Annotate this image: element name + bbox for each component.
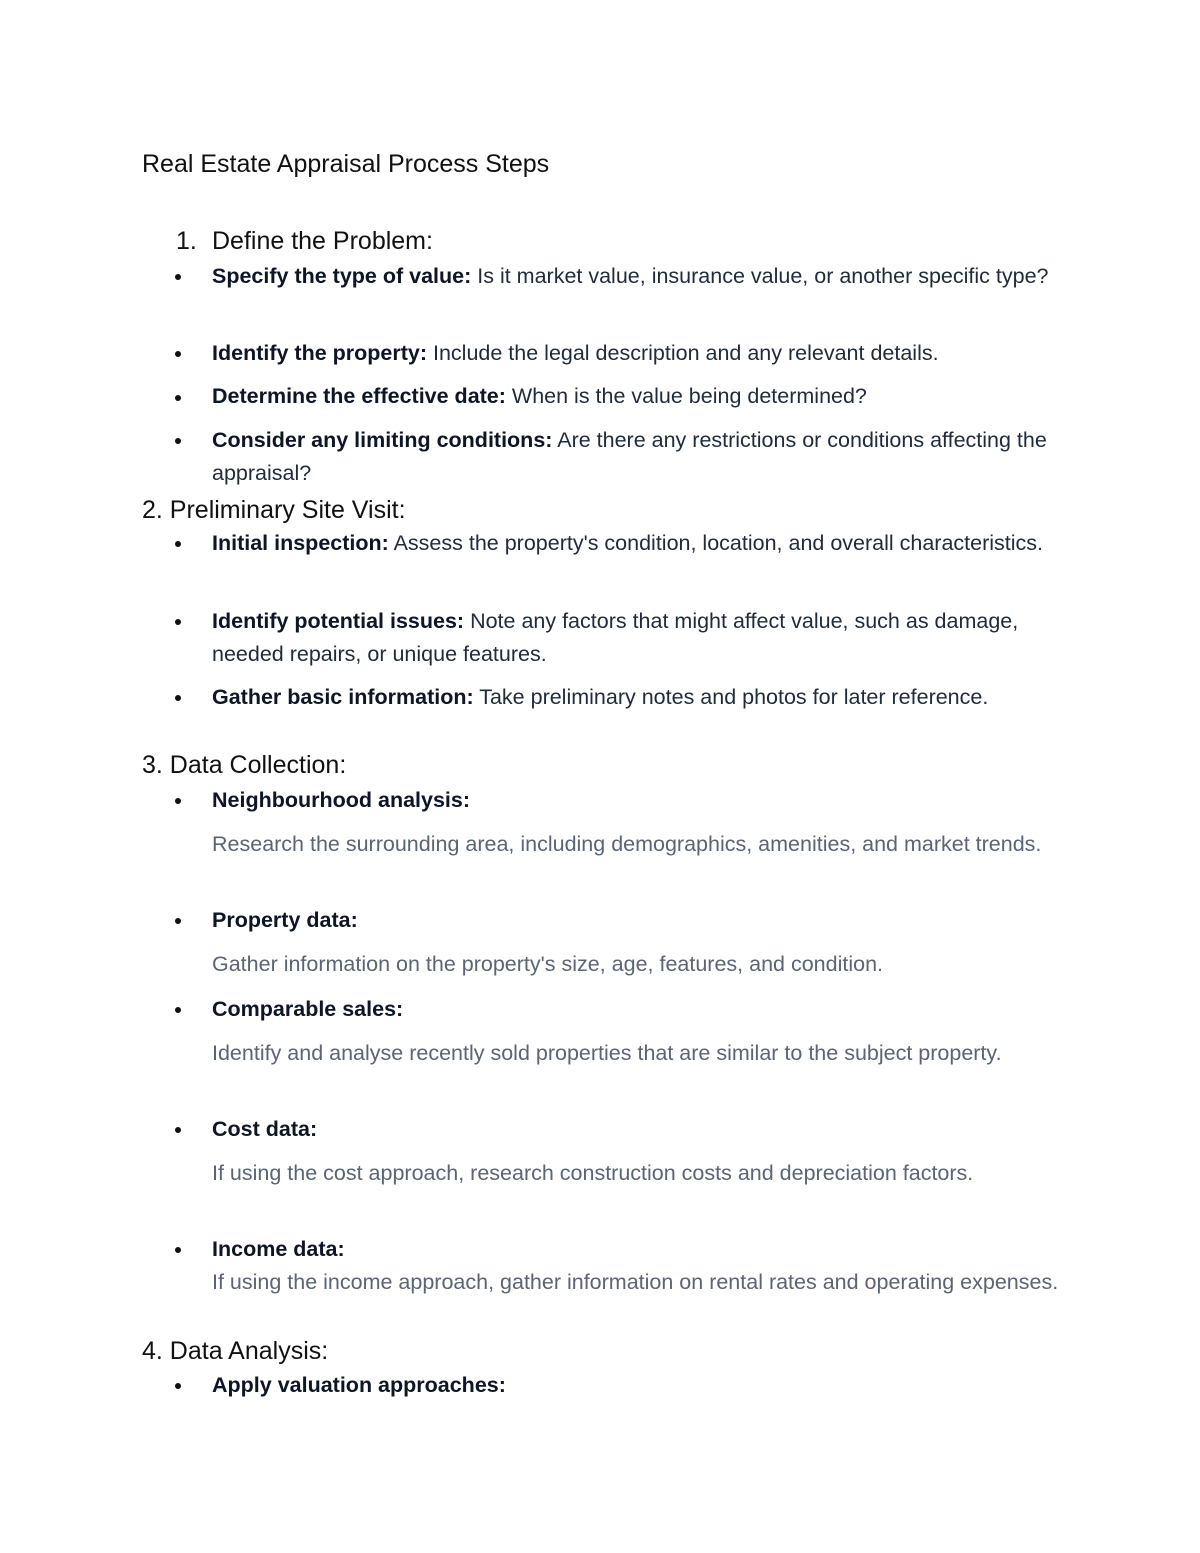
- bullet-dot: [175, 274, 181, 280]
- item-text: Identify and analyse recently sold properties that are similar to the subject property.: [212, 1040, 1002, 1065]
- item-lead: Cost data:: [212, 1117, 318, 1141]
- item-text: If using the cost approach, research construction costs and depreciation factors.: [212, 1160, 974, 1185]
- section-heading-data-analysis: 4. Data Analysis:: [142, 1337, 329, 1365]
- list-item-type-of-value: [212, 260, 1072, 293]
- item-text: When is the value being determined?: [511, 384, 867, 408]
- item-lead: Income data:: [212, 1237, 345, 1261]
- bullet-dot: [175, 395, 181, 401]
- item-lead: Identify the property:: [212, 341, 428, 365]
- bullet-dot: [175, 438, 181, 444]
- bullet-dot: [175, 1127, 181, 1133]
- list-item-neighbourhood-analysis: [212, 784, 1072, 860]
- list-item-basic-information: [212, 681, 1072, 714]
- item-text: Gather information on the property's size, age, features, and condition.: [212, 951, 883, 976]
- section-heading-data-collection: 3. Data Collection:: [142, 751, 347, 779]
- list-item-valuation-approaches: [212, 1369, 1072, 1402]
- item-lead: Neighbourhood analysis:: [212, 788, 471, 812]
- bullet-dot: [175, 695, 181, 701]
- list-item-potential-issues: [212, 605, 1072, 670]
- list-item-comparable-sales: [212, 993, 1072, 1069]
- list-item-limiting-conditions: [212, 424, 1072, 489]
- item-text: Include the legal description and any relevant details.: [433, 341, 939, 365]
- item-lead: Determine the effective date:: [212, 384, 506, 408]
- bullet-dot: [175, 541, 181, 547]
- bullet-dot: [175, 351, 181, 357]
- list-item-identify-property: [212, 337, 1072, 370]
- item-lead: Property data:: [212, 908, 358, 932]
- item-text: Note any factors that might affect value, such as damage, needed repairs, or unique features.: [212, 609, 1019, 666]
- list-item-effective-date: [212, 380, 1072, 413]
- bullet-dot: [175, 798, 181, 804]
- item-text: Assess the property's condition, location, and overall characteristics.: [393, 531, 1044, 555]
- bullet-dot: [175, 619, 181, 625]
- section-heading-text: Define the Problem:: [212, 227, 433, 255]
- bullet-dot: [175, 1007, 181, 1013]
- list-item-property-data: [212, 904, 1072, 980]
- item-lead: Initial inspection:: [212, 531, 389, 555]
- list-item-initial-inspection: [212, 527, 1072, 560]
- item-text: If using the income approach, gather information on rental rates and operating expenses.: [212, 1269, 1059, 1294]
- section-heading-define-problem: [176, 225, 433, 257]
- list-item-income-data: [212, 1233, 1072, 1298]
- item-text: Take preliminary notes and photos for later reference.: [479, 685, 989, 709]
- bullet-dot: [175, 1383, 181, 1389]
- item-lead: Apply valuation approaches:: [212, 1373, 506, 1397]
- item-text: Research the surrounding area, including demographics, amenities, and market trends.: [212, 831, 1042, 856]
- document-title: Real Estate Appraisal Process Steps: [142, 150, 550, 178]
- section-number: 1.: [176, 227, 197, 255]
- section-heading-site-visit: 2. Preliminary Site Visit:: [142, 496, 406, 524]
- item-lead: Comparable sales:: [212, 997, 404, 1021]
- item-lead: Specify the type of value:: [212, 264, 472, 288]
- list-item-cost-data: [212, 1113, 1072, 1189]
- bullet-dot: [175, 1247, 181, 1253]
- item-lead: Consider any limiting conditions:: [212, 428, 553, 452]
- item-lead: Identify potential issues:: [212, 609, 465, 633]
- item-lead: Gather basic information:: [212, 685, 474, 709]
- item-text: Is it market value, insurance value, or another specific type?: [477, 264, 1049, 288]
- bullet-dot: [175, 918, 181, 924]
- item-text: Are there any restrictions or conditions affecting the appraisal?: [212, 428, 1047, 485]
